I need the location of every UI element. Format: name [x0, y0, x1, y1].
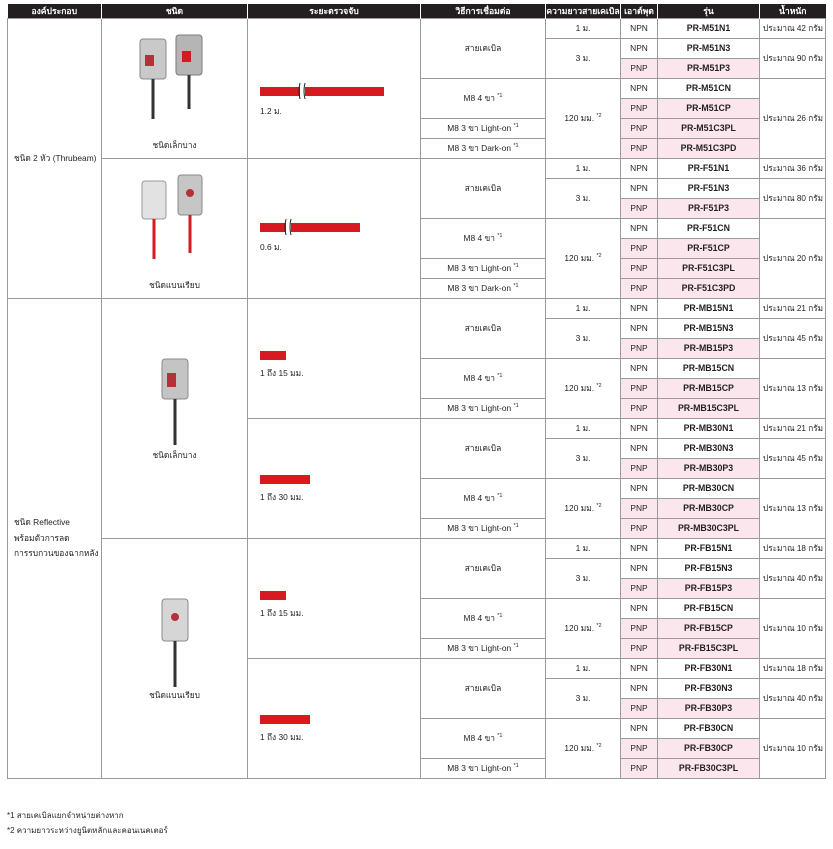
output-cell: NPN [621, 479, 658, 499]
model-cell: PR-F51CN [658, 219, 760, 239]
range-cell [248, 19, 421, 159]
model-cell: PR-FB15P3 [658, 579, 760, 599]
output-cell: NPN [621, 39, 658, 59]
model-cell: PR-FB30P3 [658, 699, 760, 719]
weight-cell: ประมาณ 45 กรัม [760, 319, 826, 359]
connection-cell: สายเคเบิล [421, 419, 546, 479]
range-bar [260, 591, 286, 600]
output-cell: PNP [621, 699, 658, 719]
output-cell: NPN [621, 79, 658, 99]
break-mark-icon [284, 219, 294, 235]
range-cell [248, 159, 421, 299]
model-cell: PR-F51N1 [658, 159, 760, 179]
sensor-thrubeam-flat-image [136, 173, 212, 263]
range-label: 0.6 ม. [260, 242, 282, 252]
model-cell: PR-MB15N3 [658, 319, 760, 339]
output-cell: PNP [621, 119, 658, 139]
weight-cell: ประมาณ 90 กรัม [760, 39, 826, 79]
output-cell: PNP [621, 399, 658, 419]
type-flat-thrubeam [102, 159, 248, 299]
header-row [8, 4, 826, 19]
connection-cell: M8 3 ขา Light-on $^{*1}$ [421, 519, 546, 539]
output-cell: PNP [621, 339, 658, 359]
output-cell: NPN [621, 359, 658, 379]
range-bar [260, 475, 310, 484]
range-bar [260, 351, 286, 360]
connection-cell: M8 3 ขา Dark-on $^{*1}$ [421, 139, 546, 159]
weight-cell: ประมาณ 21 กรัม [760, 299, 826, 319]
connection-cell: สายเคเบิล [421, 159, 546, 219]
connection-cell: M8 3 ขา Light-on $^{*1}$ [421, 119, 546, 139]
output-cell: NPN [621, 559, 658, 579]
model-cell: PR-MB30N1 [658, 419, 760, 439]
weight-cell: ประมาณ 26 กรัม [760, 79, 826, 159]
output-cell: PNP [621, 519, 658, 539]
length-cell: 3 ม. [546, 179, 621, 219]
range-label: 1 ถึง 15 มม. [260, 368, 304, 378]
length-cell: 1 ม. [546, 19, 621, 39]
footnotes [7, 808, 168, 838]
component-thrubeam: ชนิด 2 หัว (Thrubeam) [8, 19, 102, 299]
header-cell: วิธีการเชื่อมต่อ [421, 4, 546, 19]
weight-cell: ประมาณ 80 กรัม [760, 179, 826, 219]
model-cell: PR-F51C3PD [658, 279, 760, 299]
type-caption: ชนิดแบนเรียบ [149, 279, 200, 290]
header-cell: น้ำหนัก [760, 4, 826, 19]
model-cell: PR-FB15CP [658, 619, 760, 639]
range-label: 1.2 ม. [260, 106, 282, 116]
model-cell: PR-M51CN [658, 79, 760, 99]
output-cell: NPN [621, 159, 658, 179]
length-cell: 3 ม. [546, 439, 621, 479]
type-slim-thrubeam [102, 19, 248, 159]
connection-cell: M8 4 ขา $^{*1}$ [421, 599, 546, 639]
break-mark-icon [298, 83, 308, 99]
weight-cell: ประมาณ 36 กรัม [760, 159, 826, 179]
weight-cell: ประมาณ 10 กรัม [760, 599, 826, 659]
model-cell: PR-FB15N1 [658, 539, 760, 559]
length-cell: 1 ม. [546, 539, 621, 559]
weight-cell: ประมาณ 10 กรัม [760, 719, 826, 779]
range-cell [248, 299, 421, 419]
footnote: *1 สายเคเบิลแยกจำหน่ายต่างหาก [7, 811, 124, 820]
weight-cell: ประมาณ 42 กรัม [760, 19, 826, 39]
length-cell: 120 มม. $^{*2}$ [546, 219, 621, 299]
output-cell: NPN [621, 679, 658, 699]
output-cell: NPN [621, 419, 658, 439]
model-cell: PR-FB15N3 [658, 559, 760, 579]
model-cell: PR-M51C3PD [658, 139, 760, 159]
length-cell: 3 ม. [546, 39, 621, 79]
length-cell: 1 ม. [546, 659, 621, 679]
output-cell: NPN [621, 179, 658, 199]
model-cell: PR-FB30CN [658, 719, 760, 739]
weight-cell: ประมาณ 21 กรัม [760, 419, 826, 439]
output-cell: PNP [621, 239, 658, 259]
connection-cell: M8 3 ขา Light-on $^{*1}$ [421, 639, 546, 659]
range-label: 1 ถึง 30 มม. [260, 732, 304, 742]
model-cell: PR-MB30N3 [658, 439, 760, 459]
component-reflective: ชนิด Reflective พร้อมตัวการลด การรบกวนของฉากหลัง [8, 299, 102, 779]
output-cell: NPN [621, 599, 658, 619]
output-cell: NPN [621, 19, 658, 39]
output-cell: PNP [621, 59, 658, 79]
weight-cell: ประมาณ 40 กรัม [760, 679, 826, 719]
model-cell: PR-F51CP [658, 239, 760, 259]
output-cell: PNP [621, 199, 658, 219]
model-cell: PR-M51CP [658, 99, 760, 119]
model-cell: PR-FB30N3 [658, 679, 760, 699]
type-flat-reflective [102, 539, 248, 779]
connection-cell: M8 4 ขา $^{*1}$ [421, 79, 546, 119]
type-caption: ชนิดเล็กบาง [152, 449, 197, 460]
output-cell: PNP [621, 579, 658, 599]
model-cell: PR-FB15C3PL [658, 639, 760, 659]
output-cell: PNP [621, 759, 658, 779]
connection-cell: สายเคเบิล [421, 299, 546, 359]
connection-cell: สายเคเบิล [421, 659, 546, 719]
model-cell: PR-MB30CN [658, 479, 760, 499]
connection-cell: M8 3 ขา Light-on $^{*1}$ [421, 259, 546, 279]
length-cell: 120 มม. $^{*2}$ [546, 599, 621, 659]
range-bar [260, 87, 384, 96]
model-cell: PR-M51C3PL [658, 119, 760, 139]
weight-cell: ประมาณ 20 กรัม [760, 219, 826, 299]
connection-cell: M8 3 ขา Light-on $^{*1}$ [421, 759, 546, 779]
header-cell: องค์ประกอบ [8, 4, 102, 19]
length-cell: 3 ม. [546, 679, 621, 719]
weight-cell: ประมาณ 18 กรัม [760, 659, 826, 679]
range-cell [248, 659, 421, 779]
spec-table [7, 4, 826, 779]
connection-cell: สายเคเบิล [421, 19, 546, 79]
output-cell: NPN [621, 439, 658, 459]
sensor-reflective-flat-image [158, 597, 192, 689]
length-cell: 3 ม. [546, 559, 621, 599]
length-cell: 1 ม. [546, 299, 621, 319]
output-cell: PNP [621, 99, 658, 119]
model-cell: PR-MB30P3 [658, 459, 760, 479]
weight-cell: ประมาณ 40 กรัม [760, 559, 826, 599]
model-cell: PR-MB15P3 [658, 339, 760, 359]
model-cell: PR-MB15CP [658, 379, 760, 399]
range-cell [248, 419, 421, 539]
output-cell: NPN [621, 539, 658, 559]
output-cell: NPN [621, 219, 658, 239]
output-cell: PNP [621, 279, 658, 299]
output-cell: PNP [621, 259, 658, 279]
length-cell: 120 มม. $^{*2}$ [546, 79, 621, 159]
connection-cell: M8 3 ขา Light-on $^{*1}$ [421, 399, 546, 419]
output-cell: PNP [621, 379, 658, 399]
output-cell: NPN [621, 319, 658, 339]
type-caption: ชนิดแบนเรียบ [149, 689, 200, 700]
length-cell: 120 มม. $^{*2}$ [546, 359, 621, 419]
connection-cell: M8 3 ขา Dark-on $^{*1}$ [421, 279, 546, 299]
model-cell: PR-F51P3 [658, 199, 760, 219]
header-cell: ความยาวสายเคเบิล [546, 4, 621, 19]
weight-cell: ประมาณ 18 กรัม [760, 539, 826, 559]
type-slim-reflective [102, 299, 248, 539]
output-cell: PNP [621, 739, 658, 759]
connection-cell: สายเคเบิล [421, 539, 546, 599]
output-cell: PNP [621, 619, 658, 639]
connection-cell: M8 4 ขา $^{*1}$ [421, 359, 546, 399]
connection-cell: M8 4 ขา $^{*1}$ [421, 479, 546, 519]
sensor-reflective-slim-image [158, 357, 192, 447]
range-label: 1 ถึง 15 มม. [260, 608, 304, 618]
model-cell: PR-MB30CP [658, 499, 760, 519]
length-cell: 3 ม. [546, 319, 621, 359]
footnote: *2 ความยาวระหว่างยูนิตหลักและคอนเนคเตอร์ [7, 826, 168, 835]
header-cell: เอาต์พุต [621, 4, 658, 19]
model-cell: PR-FB30CP [658, 739, 760, 759]
model-cell: PR-F51N3 [658, 179, 760, 199]
weight-cell: ประมาณ 13 กรัม [760, 359, 826, 419]
weight-cell: ประมาณ 13 กรัม [760, 479, 826, 539]
range-bar [260, 223, 360, 232]
model-cell: PR-MB30C3PL [658, 519, 760, 539]
range-label: 1 ถึง 30 มม. [260, 492, 304, 502]
model-cell: PR-M51N1 [658, 19, 760, 39]
model-cell: PR-MB15C3PL [658, 399, 760, 419]
output-cell: NPN [621, 659, 658, 679]
connection-cell: M8 4 ขา $^{*1}$ [421, 219, 546, 259]
header-cell: รุ่น [658, 4, 760, 19]
model-cell: PR-F51C3PL [658, 259, 760, 279]
model-cell: PR-M51P3 [658, 59, 760, 79]
range-bar [260, 715, 310, 724]
type-caption: ชนิดเล็กบาง [152, 139, 197, 150]
length-cell: 120 มม. $^{*2}$ [546, 479, 621, 539]
output-cell: NPN [621, 299, 658, 319]
header-cell: ระยะตรวจจับ [248, 4, 421, 19]
length-cell: 1 ม. [546, 159, 621, 179]
model-cell: PR-FB30N1 [658, 659, 760, 679]
output-cell: PNP [621, 499, 658, 519]
connection-cell: M8 4 ขา $^{*1}$ [421, 719, 546, 759]
range-cell [248, 539, 421, 659]
output-cell: NPN [621, 719, 658, 739]
output-cell: PNP [621, 459, 658, 479]
model-cell: PR-M51N3 [658, 39, 760, 59]
header-cell: ชนิด [102, 4, 248, 19]
model-cell: PR-FB30C3PL [658, 759, 760, 779]
weight-cell: ประมาณ 45 กรัม [760, 439, 826, 479]
model-cell: PR-MB15N1 [658, 299, 760, 319]
length-cell: 120 มม. $^{*2}$ [546, 719, 621, 779]
sensor-thrubeam-slim-image [136, 33, 212, 123]
model-cell: PR-MB15CN [658, 359, 760, 379]
output-cell: PNP [621, 139, 658, 159]
model-cell: PR-FB15CN [658, 599, 760, 619]
output-cell: PNP [621, 639, 658, 659]
length-cell: 1 ม. [546, 419, 621, 439]
